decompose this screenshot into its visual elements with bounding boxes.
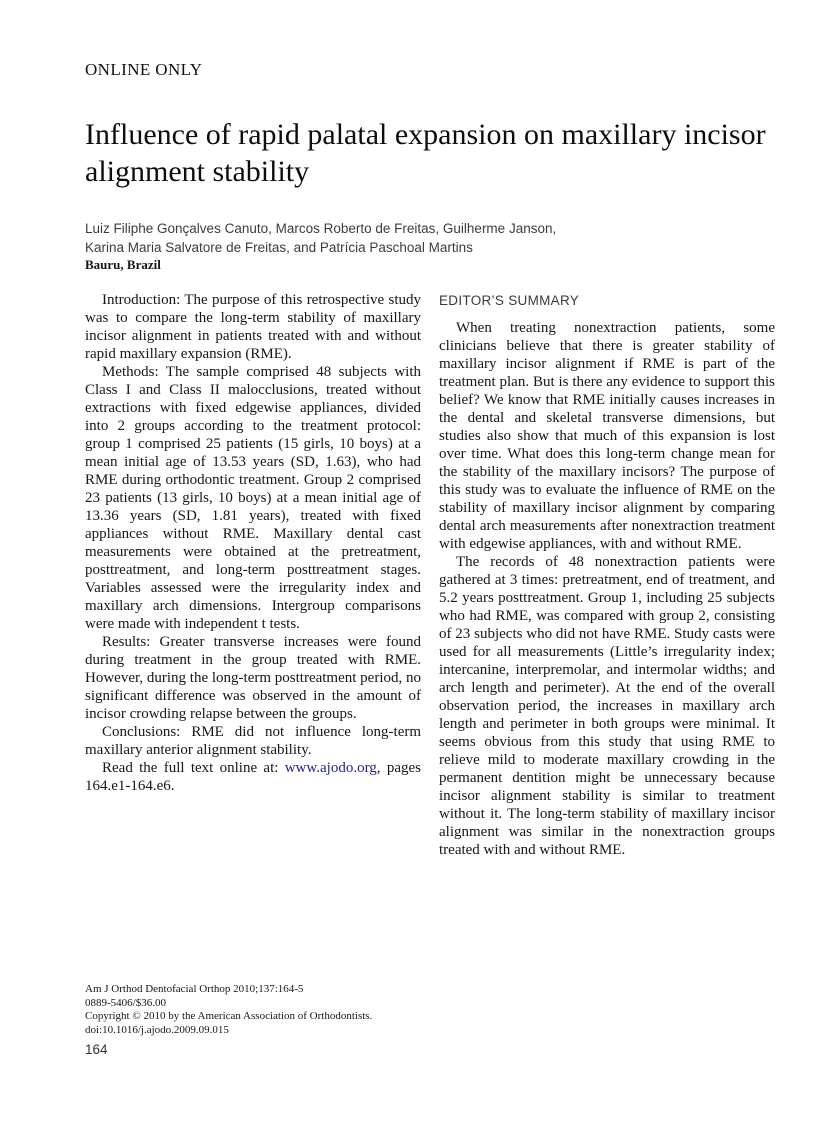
page-number: 164 (85, 1042, 108, 1057)
abstract-text-results: Greater transverse increases were found during treatment in the group treated with RME. However, during the long-term posttreatment period, no significant difference was observed in the amount of incisor crowding relapse between the groups. (85, 634, 421, 722)
author-line-2: Karina Maria Salvatore de Freitas, and Patrícia Paschoal Martins (85, 240, 473, 255)
abstract-column (85, 291, 421, 859)
abstract-text-conclusions: RME did not influence long-term maxillary anterior alignment stability. (85, 724, 422, 758)
author-line-1: Luiz Filiphe Gonçalves Canuto, Marcos Roberto de Freitas, Guilherme Janson, (85, 221, 557, 236)
editors-summary-column (439, 291, 775, 859)
abstract-paragraph-introduction (85, 291, 421, 363)
abstract-paragraph-results (85, 633, 421, 723)
ajodo-website-link[interactable]: www.ajodo.org (284, 760, 377, 776)
footer-citation: Am J Orthod Dentofacial Orthop 2010;137:164-5 (85, 983, 304, 995)
editors-summary-heading: EDITOR’S SUMMARY (439, 293, 580, 308)
abstract-label-conclusions: Conclusions: (102, 724, 181, 740)
footer-doi: doi:10.1016/j.ajodo.2009.09.015 (85, 1023, 229, 1036)
abstract-paragraph-conclusions (85, 723, 421, 759)
editors-summary-paragraph-2: The records of 48 nonextraction patients were gathered at 3 times: pretreatment, end of treatment, and 5.2 years posttreatment. Group 1, including 25 subjects who had RME, was compared with group 2, consisting of 23 subjects who did not have RME. Study casts were used for all measurements (Little’s irregularity index; intercanine, interpremolar, and intermolar widths; and arch length and perimeter). At the end of the overall observation period, the increases in maxillary arch length and perimeter in both groups were minimal. It seems obvious from this study that using RME to relieve mild to moderate maxillary crowding in the permanent dentition might be unnecessary because incisor alignment stability is similar to treatment without it. The long-term stability of maxillary incisor alignment was similar in the nonextraction groups treated with and without RME. (439, 554, 775, 858)
abstract-text-introduction: The purpose of this retrospective study was to compare the long-term stability of maxillary incisor alignment in patients treated with and without rapid maxillary expansion (RME). (85, 292, 421, 362)
footer-issn-price: 0889-5406/$36.00 (85, 996, 166, 1009)
article-title: Influence of rapid palatal expansion on maxillary incisor alignment stability (85, 118, 766, 188)
footer-copyright: Copyright © 2010 by the American Association of Orthodontists. (85, 1010, 373, 1022)
article-footer (85, 983, 372, 1037)
online-only-kicker: ONLINE ONLY (85, 60, 203, 79)
abstract-paragraph-methods (85, 363, 421, 633)
read-full-text-suffix: , pages 164.e1-164.e6. (85, 760, 421, 794)
author-list (85, 219, 556, 257)
editors-summary-paragraph-1: When treating nonextraction patients, some clinicians believe that there is greater stability of maxillary incisor alignment if RME is part of the treatment plan. But is there any evidence to support this belief? We know that RME initially causes increases in the dental and skeletal transverse dimensions, but studies also show that much of this expansion is lost over time. What does this long-term change mean for the stability of the maxillary incisors? The purpose of this study was to evaluate the influence of RME on the stability of maxillary incisor alignment by comparing dental arch measurements after nonextraction treatment with edgewise appliances, with and without RME. (439, 320, 775, 552)
abstract-label-results: Results: (102, 634, 151, 650)
abstract-text-methods: The sample comprised 48 subjects with Class I and Class II malocclusions, treated without extractions with fixed edgewise appliances, divided into 2 groups according to the treatment protocol: group 1 comprised 25 patients (15 girls, 10 boys) at a mean initial age of 13.53 years (SD, 1.63), who had RME during orthodontic treatment. Group 2 comprised 23 patients (13 girls, 10 boys) at a mean initial age of 13.36 years (SD, 1.81 years), treated with fixed appliances without RME. Maxillary dental cast measurements were obtained at the pretreatment, posttreatment, and long-term posttreatment stages. Variables assessed were the irregularity index and maxillary arch dimensions. Intergroup comparisons were made with independent t tests. (85, 364, 421, 632)
read-full-text-prefix: Read the full text online at: (102, 760, 285, 776)
abstract-label-introduction: Introduction: (102, 292, 181, 308)
two-column-body (85, 291, 775, 859)
author-location: Bauru, Brazil (85, 257, 161, 272)
read-full-text-paragraph (85, 759, 421, 795)
abstract-label-methods: Methods: (102, 364, 159, 380)
